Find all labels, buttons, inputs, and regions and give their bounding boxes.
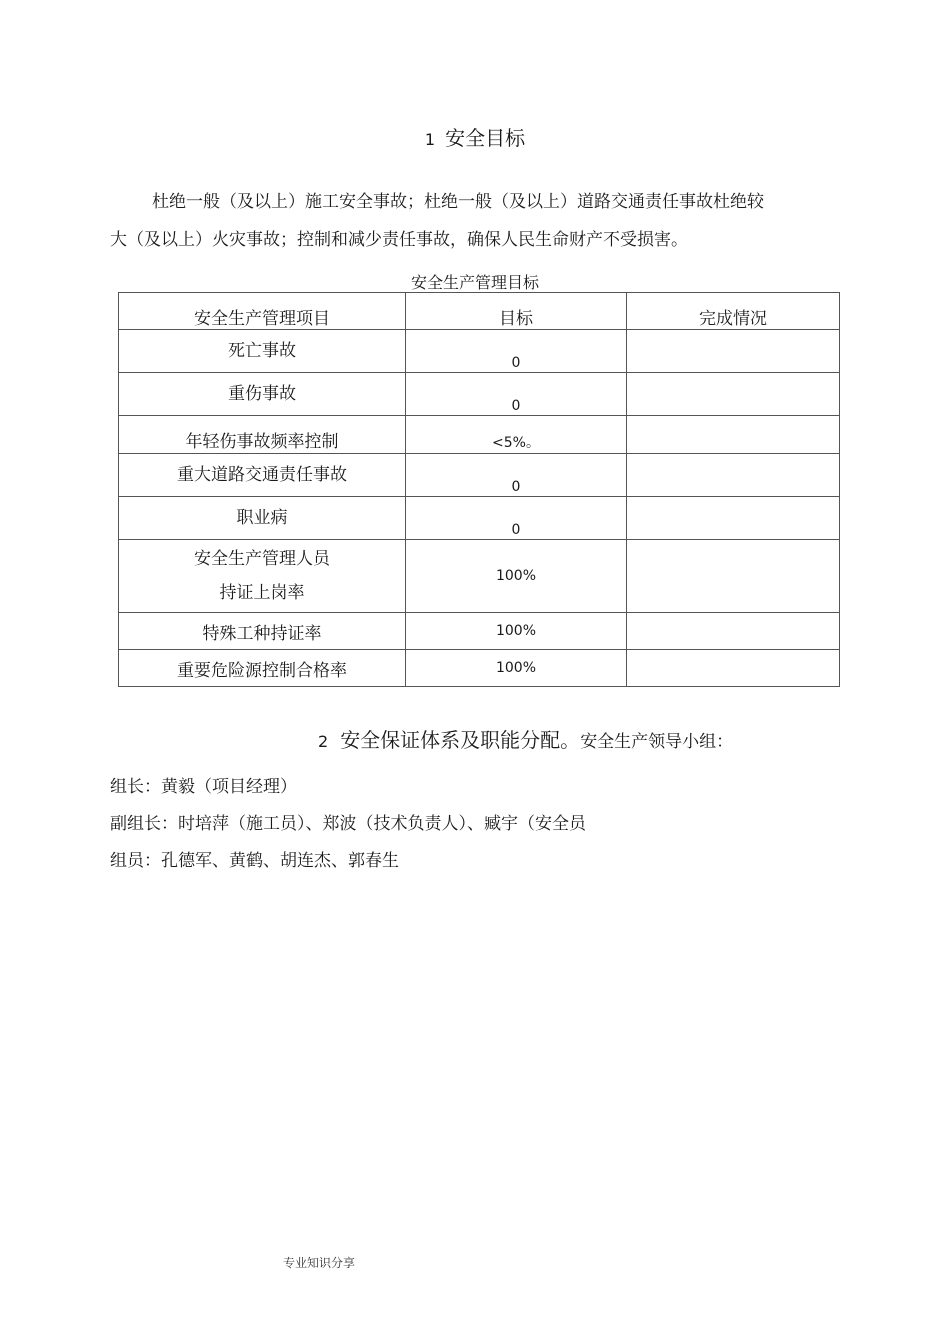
table-row — [119, 373, 840, 416]
safety-goal-table — [118, 292, 840, 687]
section-1-title — [0, 122, 950, 151]
members-line: 组员：孔德军、黄鹤、胡连杰、郭春生 — [110, 851, 399, 871]
section-2-number: 2 — [318, 732, 329, 751]
table-header-row — [119, 293, 840, 330]
row-target: 0 — [406, 373, 627, 416]
row-target: 100% — [406, 613, 627, 650]
row-status — [627, 416, 840, 454]
table-row — [119, 497, 840, 540]
section-1-number: 1 — [424, 130, 436, 149]
header-target: 目标 — [406, 293, 627, 330]
row-status — [627, 330, 840, 373]
row-item-line-1: 安全生产管理人员 — [194, 549, 330, 569]
row-target: 100% — [406, 540, 627, 613]
row-item: 特殊工种持证率 — [119, 613, 406, 650]
header-item: 安全生产管理项目 — [119, 293, 406, 330]
header-status: 完成情况 — [627, 293, 840, 330]
row-target: 0 — [406, 497, 627, 540]
table-caption: 安全生产管理目标 — [410, 273, 539, 292]
row-status — [627, 373, 840, 416]
section-2-title — [318, 724, 733, 753]
row-item: 重伤事故 — [119, 373, 406, 416]
table-row — [119, 454, 840, 497]
row-target: 0 — [406, 330, 627, 373]
row-target: <5%。 — [406, 416, 627, 454]
row-status — [627, 454, 840, 497]
row-item: 死亡事故 — [119, 330, 406, 373]
row-status — [627, 540, 840, 613]
row-item: 年轻伤事故频率控制 — [119, 416, 406, 454]
row-status — [627, 497, 840, 540]
row-item: 职业病 — [119, 497, 406, 540]
goal-paragraph-line-2: 大（及以上）火灾事故；控制和减少责任事故，确保人民生命财产不受损害。 — [110, 230, 688, 250]
leader-line: 组长：黄毅（项目经理） — [110, 777, 297, 797]
goal-paragraph-line-1: 杜绝一般（及以上）施工安全事故；杜绝一般（及以上）道路交通责任事故杜绝较 — [152, 192, 764, 212]
row-target: 100% — [406, 650, 627, 687]
table-row — [119, 540, 840, 613]
row-item — [119, 540, 406, 613]
table-row — [119, 416, 840, 454]
row-status — [627, 650, 840, 687]
row-item-line-2: 持证上岗率 — [219, 583, 305, 603]
row-item: 重大道路交通责任事故 — [119, 454, 406, 497]
table-row — [119, 650, 840, 687]
table-row — [119, 330, 840, 373]
section-2-subtitle: 安全生产领导小组： — [580, 732, 734, 752]
section-1-heading: 安全目标 — [445, 126, 526, 150]
table-row — [119, 613, 840, 650]
row-item: 重要危险源控制合格率 — [119, 650, 406, 687]
section-2-heading: 安全保证体系及职能分配。 — [340, 728, 581, 752]
footer-note: 专业知识分享 — [283, 1256, 356, 1270]
deputy-leader-line: 副组长：时培萍（施工员）、郑波（技术负责人）、臧宇（安全员 — [110, 814, 586, 834]
row-status — [627, 613, 840, 650]
row-target: 0 — [406, 454, 627, 497]
